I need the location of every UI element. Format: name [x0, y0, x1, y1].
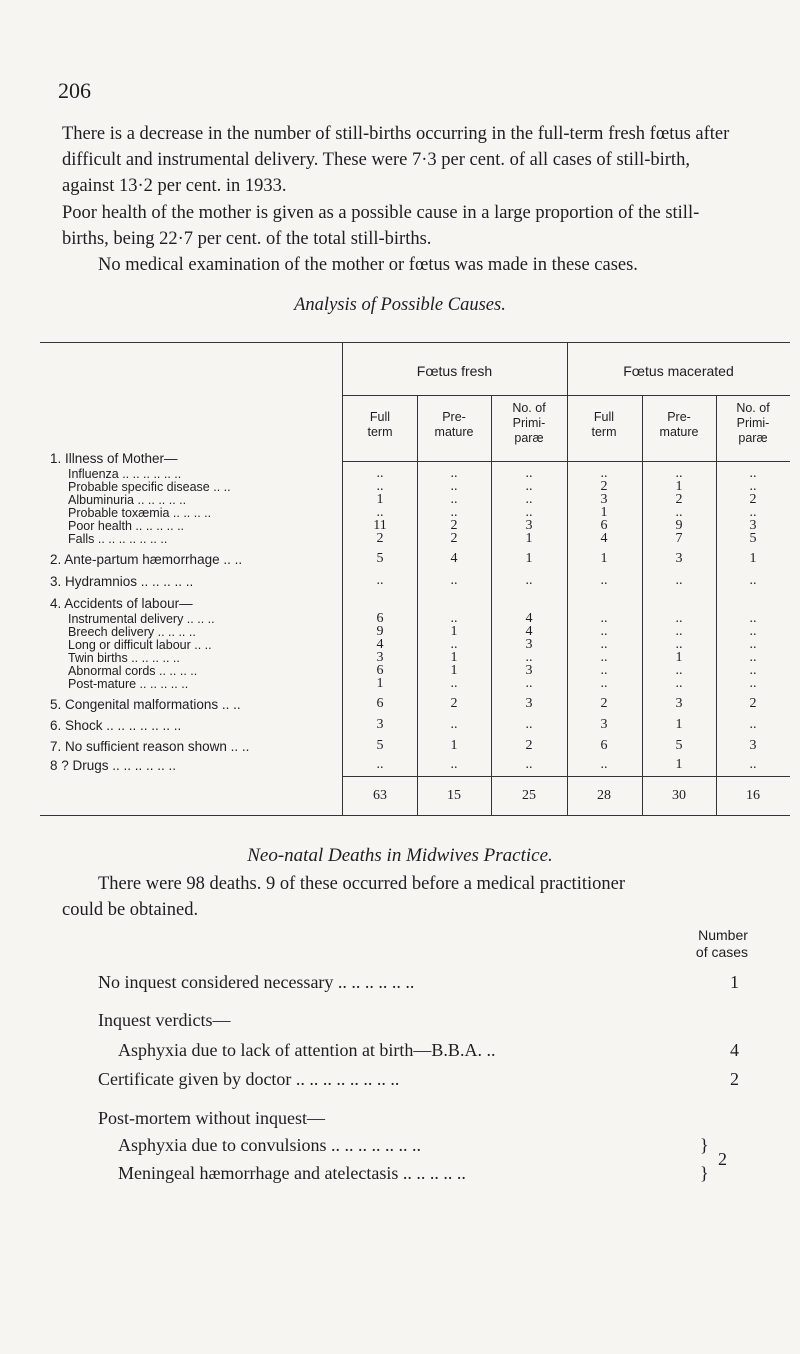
table-cell: ..	[600, 637, 608, 652]
column-header: Full term	[591, 410, 617, 439]
table-cell: ..	[525, 757, 533, 772]
table-cell: ..	[450, 757, 458, 772]
table-cell: ..	[450, 466, 458, 481]
table-cell: ..	[450, 717, 458, 732]
table-cell: 3	[600, 492, 608, 507]
total-cell: 16	[746, 788, 760, 803]
table-cell: ..	[675, 637, 683, 652]
table-cell: 6	[600, 518, 608, 533]
table-cell: ..	[450, 492, 458, 507]
table-cell: ..	[600, 611, 608, 626]
table-cell: 1	[525, 551, 533, 566]
column-header: Pre- mature	[434, 410, 474, 439]
neonatal-intro-line2: could be obtained.	[62, 900, 199, 920]
section-label: 2. Ante-partum hæmorrhage .. ..	[50, 552, 243, 567]
table-cell: ..	[749, 663, 757, 678]
table-cell: ..	[525, 492, 533, 507]
number-header-line1: Number	[698, 927, 748, 943]
table-cell: 1	[600, 551, 608, 566]
row-label: Falls .. .. .. .. .. .. ..	[68, 532, 168, 546]
neonatal-title: Neo-natal Deaths in Midwives Practice.	[247, 845, 553, 866]
table-cell: ..	[525, 717, 533, 732]
table-cell: 3	[376, 650, 384, 665]
table-cell: 1	[450, 650, 458, 665]
table-cell: 2	[376, 531, 384, 546]
table-cell: 1	[450, 624, 458, 639]
total-cell: 30	[672, 788, 686, 803]
table-cell: 2	[450, 531, 458, 546]
table-cell: ..	[749, 479, 757, 494]
table-cell: ..	[749, 650, 757, 665]
table-cell: 3	[525, 663, 533, 678]
table-cell: 2	[600, 696, 608, 711]
table-cell: 4	[376, 637, 384, 652]
table-cell: ..	[675, 676, 683, 691]
table-cell: ..	[600, 650, 608, 665]
table-cell: ..	[450, 573, 458, 588]
column-header: Pre- mature	[659, 410, 699, 439]
column-header: Full term	[367, 410, 393, 439]
row-label: Abnormal cords .. .. .. ..	[68, 664, 198, 678]
neonatal-count: 4	[730, 1040, 739, 1060]
table-cell: 4	[525, 624, 533, 639]
table-cell: ..	[749, 611, 757, 626]
table-cell: ..	[749, 717, 757, 732]
table-cell: 3	[749, 518, 757, 533]
neonatal-count: 1	[730, 972, 739, 992]
totals-rule	[342, 776, 790, 777]
table-cell: 11	[373, 518, 387, 533]
page-number: 206	[58, 78, 91, 103]
paragraph-1: There is a decrease in the number of still-births occurring in the full-term fresh fœtus after difficult and instrumental delivery. These were 7·3 per cent. of all cases of still-birth, against 13·2 per cent. in 1933.	[62, 124, 730, 196]
brace-mark: }	[700, 1163, 709, 1183]
table-cell: 5	[376, 738, 384, 753]
table-cell: ..	[749, 466, 757, 481]
table-cell: ..	[376, 479, 384, 494]
total-cell: 63	[373, 788, 387, 803]
table-cell: 3	[675, 551, 683, 566]
sub-header-rule	[342, 461, 790, 462]
table-cell: 9	[376, 624, 384, 639]
table-cell: ..	[525, 650, 533, 665]
table-bottom-rule	[40, 815, 790, 816]
number-header-line2: of cases	[695, 944, 749, 960]
table-cell: ..	[600, 757, 608, 772]
table-cell: 4	[525, 611, 533, 626]
col-divider	[491, 395, 492, 815]
table-cell: 7	[675, 531, 683, 546]
table-cell: 6	[376, 663, 384, 678]
table-cell: ..	[675, 573, 683, 588]
table-cell: 1	[675, 757, 683, 772]
table-cell: ..	[376, 757, 384, 772]
table-cell: 2	[450, 518, 458, 533]
table-cell: 3	[749, 738, 757, 753]
section-label: 5. Congenital malformations .. ..	[50, 697, 241, 712]
neonatal-count: 2	[718, 1149, 727, 1169]
table-cell: 1	[450, 738, 458, 753]
section-label: 3. Hydramnios .. .. .. .. ..	[50, 574, 194, 589]
table-cell: 1	[450, 663, 458, 678]
table-top-rule	[40, 342, 790, 343]
total-cell: 25	[522, 788, 536, 803]
col-divider	[417, 395, 418, 815]
row-label: Albuminuria .. .. .. .. ..	[68, 493, 187, 507]
neonatal-item: Asphyxia due to convulsions .. .. .. .. .. .. ..	[118, 1135, 421, 1155]
table-cell: 3	[675, 696, 683, 711]
total-cell: 28	[597, 788, 611, 803]
neonatal-item: Certificate given by doctor .. .. .. .. .. .. .. ..	[98, 1069, 400, 1089]
section-label: 4. Accidents of labour—	[50, 596, 193, 611]
neonatal-item: Post-mortem without inquest—	[98, 1108, 325, 1128]
table-cell: ..	[600, 676, 608, 691]
group-header-macerated: Fœtus macerated	[623, 363, 734, 379]
table-cell: 3	[525, 696, 533, 711]
column-header: No. of Primi- paræ	[736, 401, 770, 445]
group-header-rule	[342, 395, 790, 396]
neonatal-intro-line1: There were 98 deaths. 9 of these occurred before a medical practitioner	[98, 874, 625, 894]
total-cell: 15	[447, 788, 461, 803]
table-cell: 6	[600, 738, 608, 753]
group-header-fresh: Fœtus fresh	[416, 363, 493, 379]
row-label: Post-mature .. .. .. .. ..	[68, 677, 189, 691]
table-cell: ..	[450, 611, 458, 626]
row-label: Long or difficult labour .. ..	[68, 638, 212, 652]
table-cell: 1	[376, 492, 384, 507]
table-cell: ..	[600, 663, 608, 678]
row-label: Breech delivery .. .. .. ..	[68, 625, 196, 639]
table-cell: ..	[525, 573, 533, 588]
table-cell: 5	[749, 531, 757, 546]
table-cell: ..	[376, 505, 384, 520]
table-cell: 1	[525, 531, 533, 546]
table-cell: 2	[749, 492, 757, 507]
table-cell: ..	[600, 624, 608, 639]
row-label: Probable toxæmia .. .. .. ..	[68, 506, 212, 520]
table-title: Analysis of Possible Causes.	[294, 295, 506, 315]
table-cell: 4	[600, 531, 608, 546]
neonatal-item: No inquest considered necessary .. .. .. .. .. ..	[98, 972, 415, 992]
table-cell: ..	[525, 676, 533, 691]
table-cell: ..	[675, 505, 683, 520]
table-cell: ..	[675, 466, 683, 481]
neonatal-count: 2	[730, 1069, 739, 1089]
table-cell: ..	[600, 573, 608, 588]
neonatal-item: Meningeal hæmorrhage and atelectasis .. .. .. .. ..	[118, 1163, 466, 1183]
neonatal-item: Inquest verdicts—	[98, 1010, 231, 1030]
table-cell: 6	[376, 696, 384, 711]
table-cell: 1	[600, 505, 608, 520]
table-cell: 5	[675, 738, 683, 753]
table-cell: 2	[749, 696, 757, 711]
table-cell: ..	[749, 505, 757, 520]
table-cell: 6	[376, 611, 384, 626]
table-cell: 3	[600, 717, 608, 732]
table-cell: 1	[749, 551, 757, 566]
table-cell: ..	[376, 573, 384, 588]
table-cell: 1	[675, 479, 683, 494]
row-label: Twin births .. .. .. .. ..	[68, 651, 180, 665]
table-cell: ..	[675, 624, 683, 639]
table-cell: ..	[675, 611, 683, 626]
table-cell: ..	[525, 466, 533, 481]
section-label: 8 ? Drugs .. .. .. .. .. ..	[50, 758, 177, 773]
table-cell: ..	[450, 637, 458, 652]
table-cell: ..	[525, 505, 533, 520]
table-cell: 1	[675, 717, 683, 732]
neonatal-item: Asphyxia due to lack of attention at birth—B.B.A. ..	[118, 1040, 496, 1060]
table-cell: 2	[525, 738, 533, 753]
table-cell: 1	[376, 676, 384, 691]
column-header: No. of Primi- paræ	[512, 401, 546, 445]
paragraph-2: Poor health of the mother is given as a possible cause in a large proportion of the still-births, being 22·7 per cent. of the total still-births.	[62, 203, 700, 249]
table-cell: ..	[749, 637, 757, 652]
col-divider	[716, 395, 717, 815]
section-label: 6. Shock .. .. .. .. .. .. ..	[50, 718, 182, 733]
row-label: Probable specific disease .. ..	[68, 480, 231, 494]
table-cell: ..	[675, 663, 683, 678]
table-cell: ..	[749, 757, 757, 772]
table-cell: ..	[749, 624, 757, 639]
table-cell: ..	[749, 573, 757, 588]
table-cell: ..	[749, 676, 757, 691]
table-cell: 5	[376, 551, 384, 566]
table-cell: ..	[450, 505, 458, 520]
paragraph-3: No medical examination of the mother or fœtus was made in these cases.	[98, 255, 638, 275]
table-cell: ..	[525, 479, 533, 494]
table-cell: 4	[450, 551, 458, 566]
table-cell: 3	[525, 518, 533, 533]
table-cell: 3	[525, 637, 533, 652]
table-cell: 2	[600, 479, 608, 494]
table-cell: 9	[675, 518, 683, 533]
brace-mark: }	[700, 1135, 709, 1155]
table-cell: 2	[675, 492, 683, 507]
col-divider	[642, 395, 643, 815]
table-cell: ..	[450, 479, 458, 494]
table-cell: 2	[450, 696, 458, 711]
table-cell: 3	[376, 717, 384, 732]
section-label: 7. No sufficient reason shown .. ..	[50, 739, 250, 754]
table-cell: 1	[675, 650, 683, 665]
row-label: Instrumental delivery .. .. ..	[68, 612, 215, 626]
row-label: Influenza .. .. .. .. .. ..	[68, 467, 182, 481]
table-cell: ..	[376, 466, 384, 481]
table-cell: ..	[450, 676, 458, 691]
section-label: 1. Illness of Mother—	[50, 451, 178, 466]
table-cell: ..	[600, 466, 608, 481]
row-label: Poor health .. .. .. .. ..	[68, 519, 185, 533]
